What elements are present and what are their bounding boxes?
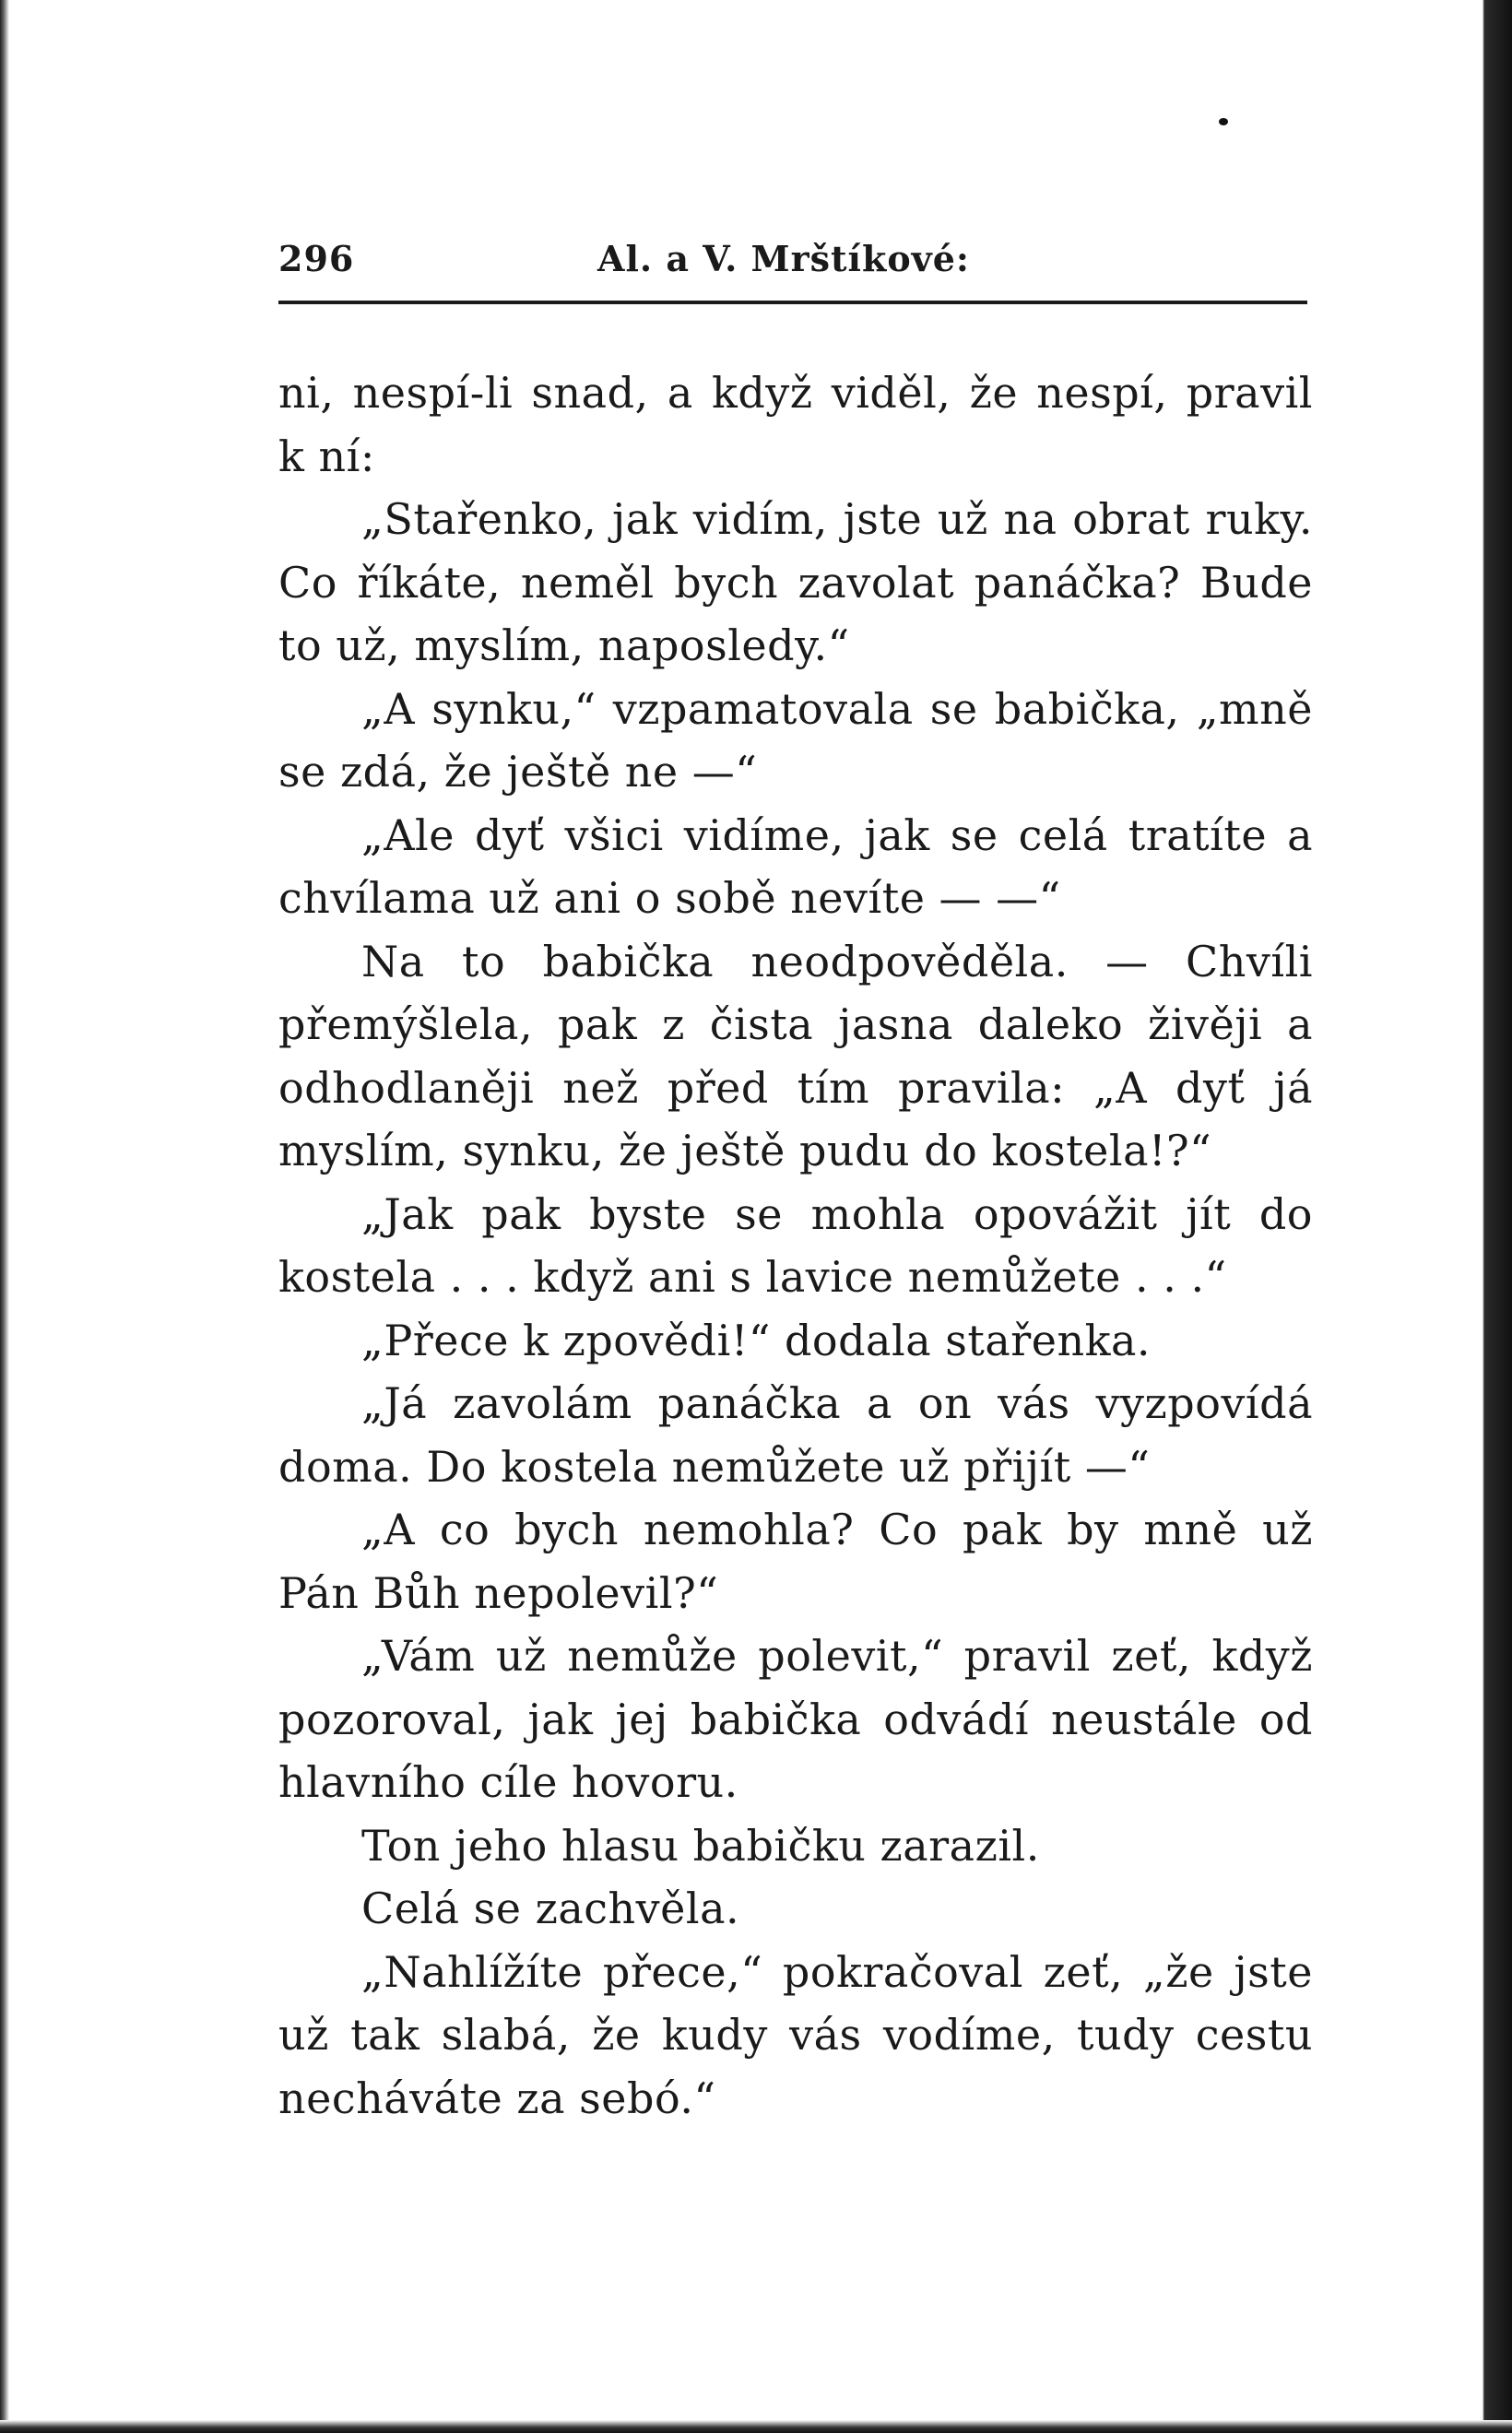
scan-speck [1219,118,1228,125]
scan-edge-right [1464,0,1512,2433]
paragraph: Ton jeho hlasu babičku zarazil. [361,1820,1040,1871]
paragraph: „Stařenko, jak vidím, jste už na obrat ruky. Co říkáte, neměl bych zavolat panáčka? Bude to už, myslím, naposledy.“ [278,494,1313,670]
scan-edge-left [0,0,9,2433]
paragraph: Celá se zachvěla. [361,1884,740,1933]
paragraph: „Já zavolám panáčka a on vás vyzpovídá doma. Do kostela nemůžete už přijít —“ [278,1378,1313,1492]
paragraph: „Nahlížíte přece,“ pokračoval zeť, „že jste už tak slabá, že kudy vás vodíme, tudy cestu necháváte za sebó.“ [278,1946,1313,2123]
body-text [278,361,1313,2130]
paragraph: „Vám už nemůže polevit,“ pravil zeť, když pozoroval, jak jej babička odvádí neustále od hlavního cíle hovoru. [278,1631,1313,1807]
page-number: 296 [278,238,355,279]
paragraph: Na to babička neodpověděla. — Chvíli přemýšlela, pak z čista jasna daleko živěji a odhodlaněji než před tím pravila: „A dyť já myslím, synku, že ještě pudu do kostela!?“ [278,936,1313,1175]
paragraph: „A co bych nemohla? Co pak by mně už Pán Bůh nepolevil?“ [278,1505,1313,1618]
paragraph: „Jak pak byste se mohla opovážit jít do kostela . . . když ani s lavice nemůžete . . .“ [278,1188,1313,1302]
paragraph: „A synku,“ vzpamatovala se babička, „mně se zdá, že ještě ne —“ [278,683,1313,797]
page-header [278,238,1307,295]
paragraph: ni, nespí-li snad, a když viděl, že nespí, pravil k ní: [278,368,1313,481]
scan-edge-bottom [0,2420,1512,2433]
running-title: Al. a V. Mrštíkové: [597,238,970,279]
header-rule [278,301,1307,304]
paragraph: „Ale dyť všici vidíme, jak se celá tratíte a chvílama už ani o sobě nevíte — —“ [278,809,1313,923]
paragraph: „Přece k zpovědi!“ dodala stařenka. [361,1315,1152,1365]
